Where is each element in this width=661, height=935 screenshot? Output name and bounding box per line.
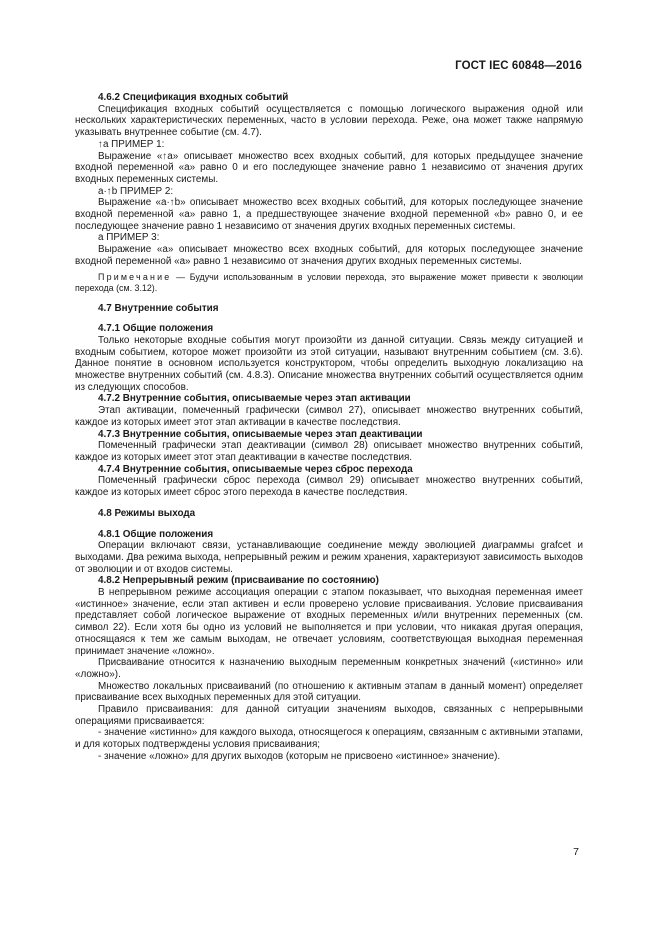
paragraph: Множество локальных присваиваний (по отношению к активным этапам в данный момент) определяет присваивание всех выходных переменных для этой ситуации. xyxy=(75,680,583,704)
section-heading-4-8: 4.8 Режимы выхода xyxy=(98,507,196,519)
section-heading-4-7-3: 4.7.3 Внутренние события, описываемые через этап деактивации xyxy=(98,428,423,440)
note-label: Примечание xyxy=(98,271,172,282)
example-text: Выражение «a» описывает множество всех входных событий, для которых последующее значение входной переменной «a» равно 1 независимо от значения других входных переменных системы. xyxy=(75,244,583,267)
section-heading-4-8-2: 4.8.2 Непрерывный режим (присваивание по состоянию) xyxy=(98,575,379,587)
document-body xyxy=(75,92,583,763)
section-heading-4-7: 4.7 Внутренние события xyxy=(98,302,219,314)
standard-header: ГОСТ IEC 60848—2016 xyxy=(455,60,582,72)
paragraph: Спецификация входных событий осуществляется с помощью логического выражения одной или нескольких характеристических переменных, часто в условии перехода. Реже, она может также напрямую указывать внутреннее событие (см. 4.7). xyxy=(75,103,583,139)
example-label: a ПРИМЕР 3: xyxy=(98,232,160,244)
paragraph: Помеченный графически сброс перехода (символ 29) описывает множество внутренних событий, каждое из которых имеет сброс этого перехода в качестве последствия. xyxy=(75,475,583,499)
paragraph: Присваивание относится к назначению выходным переменным конкретных значений («истинно» или «ложно»). xyxy=(75,657,583,680)
paragraph: Только некоторые входные события могут произойти из данной ситуации. Связь между ситуацией и входным событием, которое может произойти из этой ситуации, называют внутренним событием (см. 3.6). Данное понятие в основном используется конструктором, чтобы определить выходную локализацию на множестве внутренних событий (см. 4.8.3). Описание множества внутренних событий осуществляется одним из следующих способов. xyxy=(75,334,583,393)
paragraph: Правило присваивания: для данной ситуации значениям выходов, связанных с непрерывными операциями присваивается: xyxy=(75,704,583,727)
list-item: - значение «истинно» для каждого выхода, относящегося к операциям, связанным с активными этапами, и для которых подтверждены условия присваивания; xyxy=(75,727,583,751)
paragraph: Операции включают связи, устанавливающие соединение между эволюцией диаграммы grafcet и выходами. Два режима выхода, непрерывный режим и режим хранения, характеризуют зависимость выходов от эволюции и от входов системы. xyxy=(75,540,583,575)
section-heading-4-7-4: 4.7.4 Внутренние события, описываемые через сброс перехода xyxy=(98,463,413,475)
note xyxy=(75,272,583,294)
section-heading-4-8-1: 4.8.1 Общие положения xyxy=(98,528,214,540)
example-text: Выражение «↑a» описывает множество всех входных событий, для которых предыдущее значение входной переменной «a» равно 0 и его последующее значение равно 1 независимо от значения других входных переменных системы. xyxy=(75,150,583,185)
note-text: — Будучи использованным в условии перехода, это выражение может привести к эволюции перехода (см. 3.12). xyxy=(75,271,583,293)
list-item: - значение «ложно» для других выходов (которым не присвоено «истинное» значение). xyxy=(98,750,501,762)
paragraph: Помеченный графически этап деактивации (символ 28) описывает множество внутренних событий, каждое из которых имеет этот этап деактивации в качестве последствия. xyxy=(75,440,583,463)
example-label: ↑a ПРИМЕР 1: xyxy=(98,138,165,150)
example-label: a·↑b ПРИМЕР 2: xyxy=(98,185,174,197)
section-heading-4-7-1: 4.7.1 Общие положения xyxy=(98,323,214,335)
paragraph: Этап активации, помеченный графически (символ 27), описывает множество внутренних событий, каждое из которых имеет этот этап активации в качестве последствия. xyxy=(75,405,583,428)
example-text: Выражение «a·↑b» описывает множество всех входных событий, для которых последующее значение входной переменной «a» равно 1, а предшествующее значение входной переменной «b» равно 0, и ее последующее значение равно 1 независимо от значения других входных переменных системы. xyxy=(75,197,583,232)
page-number: 7 xyxy=(573,846,579,858)
section-heading-4-6-2: 4.6.2 Спецификация входных событий xyxy=(98,92,289,103)
section-heading-4-7-2: 4.7.2 Внутренние события, описываемые через этап активации xyxy=(98,393,411,405)
paragraph: В непрерывном режиме ассоциация операции с этапом показывает, что выходная переменная имеет «истинное» значение, если этап активен и если проверено условие присваивания. Условие присваивания представляет собой логическое выражение от входных переменных и/или внутренних переменных (см. символ 22). Если хотя бы одно из условий не выполняется и при условии, что никакая другая операция, относящаяся к тем же самым выходам, не отвечает условиям, соответствующая выходная переменная принимает значение «ложно». xyxy=(75,587,583,657)
